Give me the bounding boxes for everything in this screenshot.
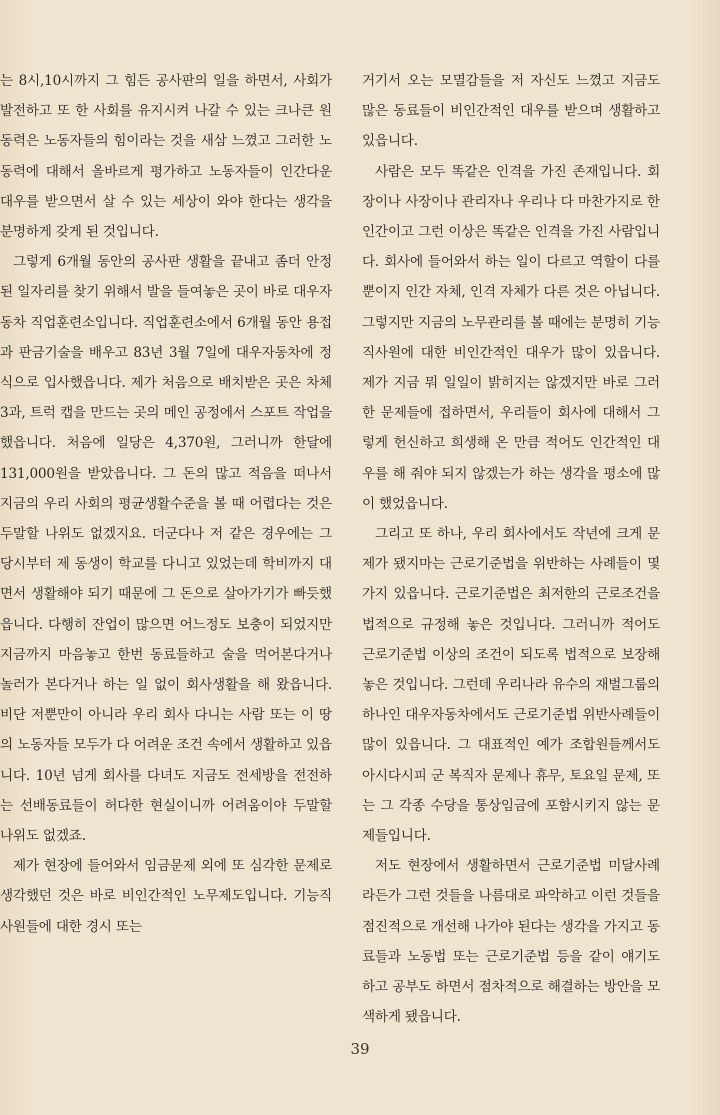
paragraph: 거기서 오는 모멸감들을 저 자신도 느꼈고 지금도 많은 동료들이 비인간적인 대우를 받으며 생활하고 있읍니다. <box>362 73 660 150</box>
right-text-column <box>362 66 660 1033</box>
paragraph: 사람은 모두 똑같은 인격을 가진 존재입니다. 회장이나 사장이나 관리자나 우리나 다 마찬가지로 한 인간이고 그런 이상은 똑같은 인격을 가진 사람입니다. 회사에 들어와서 하는 일이 다르고 역할이 다를 뿐이지 인간 자체, 인격 자체가 다른 것은 아닙니다. 그렇지만 지금의 노무관리를 볼 때에는 분명히 기능직사원에 대한 비인간적인 대우가 많이 있읍니다. 제가 지금 뭐 일일이 밝히지는 않겠지만 바로 그러한 문제들에 접하면서, 우리들이 회사에 대해서 그렇게 헌신하고 희생해 온 만큼 적어도 인간적인 대우를 해 줘야 되지 않겠는가 하는 생각을 평소에 많이 했었읍니다. <box>362 163 660 512</box>
left-text-column <box>0 66 332 942</box>
paragraph: 는 8시,10시까지 그 힘든 공사판의 일을 하면서, 사회가 발전하고 또 한 사회를 유지시켜 나갈 수 있는 크나큰 원동력은 노동자들의 힘이라는 것을 새삼 느꼈고 그러한 노동력에 대해서 올바르게 평가하고 노동자들이 인간다운 대우를 받으면서 살 수 있는 세상이 와야 한다는 생각을 분명하게 갖게 된 것입니다. <box>0 73 332 241</box>
paragraph: 그렇게 6개월 동안의 공사판 생활을 끝내고 좀더 안정된 일자리를 찾기 위해서 발을 들여놓은 곳이 바로 대우자동차 직업훈련소입니다. 직업훈련소에서 6개월 동안 용접과 판금기술을 배우고 83년 3월 7일에 대우자동차에 정식으로 입사했읍니다. 제가 처음으로 배치받은 곳은 차체3과, 트럭 캡을 만드는 곳의 메인 공정에서 스포트 작업을 했읍니다. 처음에 일당은 4,370원, 그러니까 한달에 131,000원을 받았읍니다. 그 돈의 많고 적음을 떠나서 지금의 우리 사회의 평균생활수준을 볼 때 어렵다는 것은 두말할 나위도 없겠지요. 더군다나 저 같은 경우에는 그 당시부터 제 동생이 학교를 다니고 있었는데 학비까지 대면서 생활해야 되기 때문에 그 돈으로 살아가기가 빠듯했읍니다. 다행히 잔업이 많으면 어느정도 보충이 되었지만 지금까지 마음놓고 한번 동료들하고 술을 먹어본다거나 놀러가 본다거나 하는 일 없이 회사생활을 해 왔읍니다. 비단 저뿐만이 아니라 우리 회사 다니는 사람 또는 이 땅의 노동자들 모두가 다 어려운 조건 속에서 생활하고 있읍니다. 10년 넘게 회사를 다녀도 지금도 전세방을 전전하는 선배동료들이 허다한 현실이니까 어려움이야 두말할 나위도 없겠죠. <box>0 254 332 845</box>
paragraph: 저도 현장에서 생활하면서 근로기준법 미달사례라든가 그런 것들을 나름대로 파악하고 이런 것들을 점진적으로 개선해 나가야 된다는 생각을 가지고 동료들과 노동법 또는 근로기준법 등을 같이 얘기도 하고 공부도 하면서 점차적으로 해결하는 방안을 모색하게 됐읍니다. <box>362 858 660 1026</box>
paragraph: 제가 현장에 들어와서 임금문제 외에 또 심각한 문제로 생각했던 것은 바로 비인간적인 노무제도입니다. 기능직 사원들에 대한 경시 또는 <box>0 858 332 935</box>
page-number: 39 <box>350 1040 370 1058</box>
paragraph: 그리고 또 하나, 우리 회사에서도 작년에 크게 문제가 됐지마는 근로기준법을 위반하는 사례들이 몇 가지 있읍니다. 근로기준법은 최저한의 근로조건을 법적으로 규정해 놓은 것입니다. 그러니까 적어도 근로기준법 이상의 조건이 되도록 법적으로 보장해 놓은 것입니다. 그런데 우리나라 유수의 재벌그룹의 하나인 대우자동차에서도 근로기준법 위반사례들이 많이 있읍니다. 그 대표적인 예가 조합원들께서도 아시다시피 군 복직자 문제나 휴무, 토요일 문제, 또는 그 각종 수당을 통상임금에 포함시키지 않는 문제들입니다. <box>362 526 660 845</box>
